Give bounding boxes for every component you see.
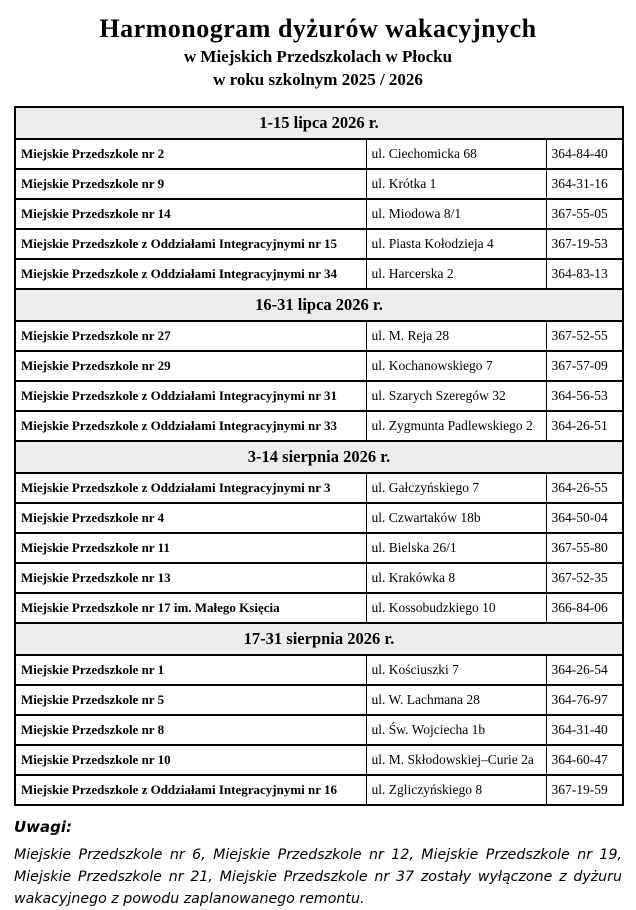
kindergarten-name: Miejskie Przedszkole nr 5 — [15, 685, 366, 715]
kindergarten-name: Miejskie Przedszkole nr 13 — [15, 563, 366, 593]
table-row — [15, 473, 623, 503]
document-subtitle-2: w roku szkolnym 2025 / 2026 — [213, 70, 423, 89]
phone-number: 367-19-53 — [546, 229, 623, 259]
street-address: ul. M. Reja 28 — [366, 321, 546, 351]
section-header-row — [15, 623, 623, 655]
table-row — [15, 259, 623, 289]
table-row — [15, 715, 623, 745]
street-address: ul. Św. Wojciecha 1b — [366, 715, 546, 745]
table-row — [15, 351, 623, 381]
notes-text: Miejskie Przedszkole nr 6, Miejskie Przedszkole nr 12, Miejskie Przedszkole nr 19, Miejskie Przedszkole nr 21, Miejskie Przedszkole nr 37 zostały wyłączone z dyżuru wakacyjnego z powodu zaplanowanego remontu. — [14, 847, 622, 907]
phone-number: 367-57-09 — [546, 351, 623, 381]
kindergarten-name: Miejskie Przedszkole nr 1 — [15, 655, 366, 685]
table-row — [15, 139, 623, 169]
table-row — [15, 775, 623, 805]
notes-section — [14, 818, 622, 910]
section-header-row — [15, 441, 623, 473]
street-address: ul. M. Skłodowskiej–Curie 2a — [366, 745, 546, 775]
table-row — [15, 533, 623, 563]
kindergarten-name: Miejskie Przedszkole nr 17 im. Małego Księcia — [15, 593, 366, 623]
kindergarten-name: Miejskie Przedszkole nr 10 — [15, 745, 366, 775]
street-address: ul. Zgliczyńskiego 8 — [366, 775, 546, 805]
table-row — [15, 563, 623, 593]
phone-number: 367-52-55 — [546, 321, 623, 351]
kindergarten-name: Miejskie Przedszkole nr 27 — [15, 321, 366, 351]
table-row — [15, 745, 623, 775]
section-header: 17-31 sierpnia 2026 r. — [15, 623, 623, 655]
table-row — [15, 229, 623, 259]
table-row — [15, 381, 623, 411]
phone-number: 367-19-59 — [546, 775, 623, 805]
section-header-row — [15, 107, 623, 139]
street-address: ul. Gałczyńskiego 7 — [366, 473, 546, 503]
phone-number: 364-26-51 — [546, 411, 623, 441]
street-address: ul. Ciechomicka 68 — [366, 139, 546, 169]
table-row — [15, 411, 623, 441]
kindergarten-name: Miejskie Przedszkole z Oddziałami Integracyjnymi nr 34 — [15, 259, 366, 289]
table-row — [15, 321, 623, 351]
kindergarten-name: Miejskie Przedszkole nr 9 — [15, 169, 366, 199]
section-header: 3-14 sierpnia 2026 r. — [15, 441, 623, 473]
phone-number: 364-56-53 — [546, 381, 623, 411]
table-row — [15, 169, 623, 199]
table-row — [15, 685, 623, 715]
phone-number: 364-50-04 — [546, 503, 623, 533]
kindergarten-name: Miejskie Przedszkole nr 11 — [15, 533, 366, 563]
schedule-table-body — [15, 107, 623, 805]
street-address: ul. W. Lachmana 28 — [366, 685, 546, 715]
notes-label: Uwagi: — [14, 818, 73, 836]
kindergarten-name: Miejskie Przedszkole nr 4 — [15, 503, 366, 533]
phone-number: 366-84-06 — [546, 593, 623, 623]
kindergarten-name: Miejskie Przedszkole z Oddziałami Integracyjnymi nr 15 — [15, 229, 366, 259]
kindergarten-name: Miejskie Przedszkole nr 29 — [15, 351, 366, 381]
street-address: ul. Miodowa 8/1 — [366, 199, 546, 229]
section-header: 16-31 lipca 2026 r. — [15, 289, 623, 321]
phone-number: 364-76-97 — [546, 685, 623, 715]
phone-number: 367-55-05 — [546, 199, 623, 229]
phone-number: 364-83-13 — [546, 259, 623, 289]
document-title: Harmonogram dyżurów wakacyjnych — [99, 14, 537, 43]
kindergarten-name: Miejskie Przedszkole nr 2 — [15, 139, 366, 169]
document-subtitle-1: w Miejskich Przedszkolach w Płocku — [183, 47, 453, 66]
section-header-row — [15, 289, 623, 321]
street-address: ul. Kossobudzkiego 10 — [366, 593, 546, 623]
table-row — [15, 503, 623, 533]
phone-number: 364-31-40 — [546, 715, 623, 745]
street-address: ul. Zygmunta Padlewskiego 2 — [366, 411, 546, 441]
table-row — [15, 593, 623, 623]
phone-number: 364-84-40 — [546, 139, 623, 169]
phone-number: 364-26-55 — [546, 473, 623, 503]
street-address: ul. Szarych Szeregów 32 — [366, 381, 546, 411]
section-header: 1-15 lipca 2026 r. — [15, 107, 623, 139]
kindergarten-name: Miejskie Przedszkole z Oddziałami Integracyjnymi nr 33 — [15, 411, 366, 441]
phone-number: 367-55-80 — [546, 533, 623, 563]
street-address: ul. Harcerska 2 — [366, 259, 546, 289]
street-address: ul. Kościuszki 7 — [366, 655, 546, 685]
kindergarten-name: Miejskie Przedszkole nr 14 — [15, 199, 366, 229]
street-address: ul. Piasta Kołodzieja 4 — [366, 229, 546, 259]
table-row — [15, 199, 623, 229]
street-address: ul. Czwartaków 18b — [366, 503, 546, 533]
kindergarten-name: Miejskie Przedszkole z Oddziałami Integracyjnymi nr 16 — [15, 775, 366, 805]
kindergarten-name: Miejskie Przedszkole nr 8 — [15, 715, 366, 745]
phone-number: 364-26-54 — [546, 655, 623, 685]
table-row — [15, 655, 623, 685]
street-address: ul. Krótka 1 — [366, 169, 546, 199]
street-address: ul. Bielska 26/1 — [366, 533, 546, 563]
phone-number: 367-52-35 — [546, 563, 623, 593]
kindergarten-name: Miejskie Przedszkole z Oddziałami Integracyjnymi nr 31 — [15, 381, 366, 411]
phone-number: 364-31-16 — [546, 169, 623, 199]
street-address: ul. Krakówka 8 — [366, 563, 546, 593]
street-address: ul. Kochanowskiego 7 — [366, 351, 546, 381]
kindergarten-name: Miejskie Przedszkole z Oddziałami Integracyjnymi nr 3 — [15, 473, 366, 503]
phone-number: 364-60-47 — [546, 745, 623, 775]
duty-schedule-table — [14, 106, 624, 806]
